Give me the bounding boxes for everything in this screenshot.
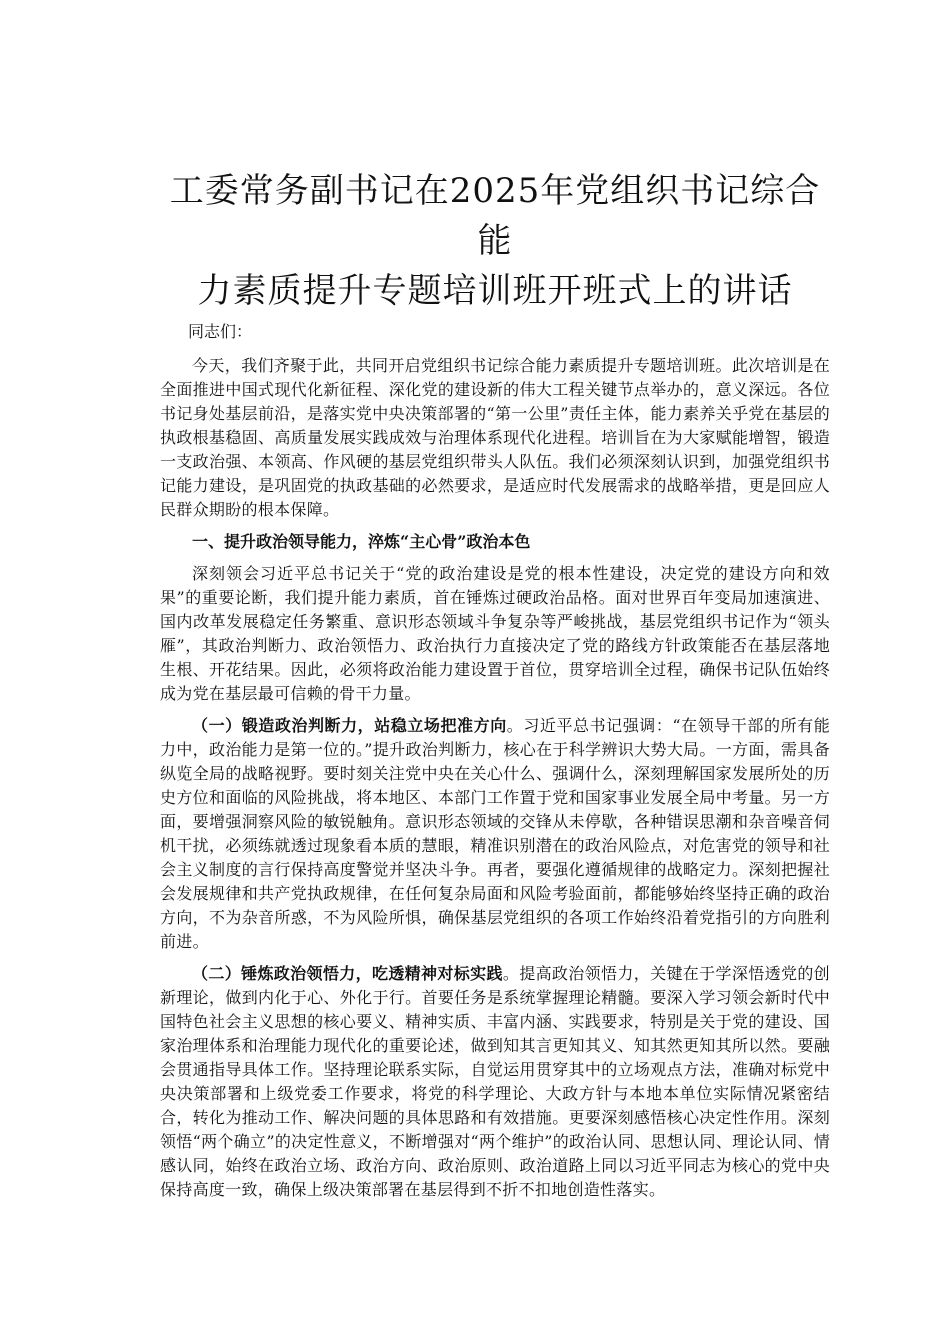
subsection-1-text: 。习近平总书记强调：“在领导干部的所有能力中，政治能力是第一位的。”提升政治判断力，核心在于科学辨识大势大局。一方面，需具备纵览全局的战略视野。要时刻关注党中央在关心什么、强调什么，深刻理解国家发展所处的历史方位和面临的风险挑战，将本地区、本部门工作置于党和国家事业发展全局中考量。另一方面，要增强洞察风险的敏锐触角。意识形态领域的交锋从未停歇，各种错误思潮和杂音噪音伺机干扰，必须练就透过现象看本质的慧眼，精准识别潜在的政治风险点，对危害党的领导和社会主义制度的言行保持高度警觉并坚决斗争。再者，要强化遵循规律的战略定力。深刻把握社会发展规律和共产党执政规律，在任何复杂局面和风险考验面前，都能够始终坚持正确的政治方向，不为杂音所惑，不为风险所惧，确保基层党组织的各项工作始终沿着党指引的方向胜利前进。 bbox=[160, 716, 831, 951]
salutation: 同志们： bbox=[188, 322, 253, 341]
section-1-heading: 一、提升政治领导能力，淬炼“主心骨”政治本色 bbox=[192, 532, 531, 551]
document-title bbox=[160, 166, 830, 316]
subsection-2-paragraph bbox=[160, 962, 830, 1202]
intro-paragraph: 今天，我们齐聚于此，共同开启党组织书记综合能力素质提升专题培训班。此次培训是在全面推进中国式现代化新征程、深化党的建设新的伟大工程关键节点举办的，意义深远。各位书记身处基层前沿，是落实党中央决策部署的“第一公里”责任主体，能力素养关乎党在基层的执政根基稳固、高质量发展实践成效与治理体系现代化进程。培训旨在为大家赋能增智，锻造一支政治强、本领高、作风硬的基层党组织带头人队伍。我们必须深刻认识到，加强党组织书记能力建设，是巩固党的执政基础的必然要求，是适应时代发展需求的战略举措，更是回应人民群众期盼的根本保障。 bbox=[160, 356, 830, 519]
subsection-2-lead: （二）锤炼政治领悟力，吃透精神对标实践 bbox=[192, 964, 503, 983]
document-page bbox=[160, 166, 830, 1210]
subsection-2-text: 。提高政治领悟力，关键在于学深悟透党的创新理论，做到内化于心、外化于行。首要任务是系统掌握理论精髓。要深入学习领会新时代中国特色社会主义思想的核心要义、精神实质、丰富内涵、实践要求，特别是关于党的建设、国家治理体系和治理能力现代化的重要论述，做到知其言更知其义、知其然更知其所以然。要融会贯通指导具体工作。坚持理论联系实际，自觉运用贯穿其中的立场观点方法，准确对标党中央决策部署和上级党委工作要求，将党的科学理论、大政方针与本地本单位实际情况紧密结合，转化为推动工作、解决问题的具体思路和有效措施。更要深刻感悟核心决定性作用。深刻领悟“两个确立”的决定性意义，不断增强对“两个维护”的政治认同、思想认同、理论认同、情感认同，始终在政治立场、政治方向、政治原则、政治道路上同以习近平同志为核心的党中央保持高度一致，确保上级决策部署在基层得到不折不扣地创造性落实。 bbox=[160, 964, 830, 1199]
title-line-2: 力素质提升专题培训班开班式上的讲话 bbox=[197, 271, 793, 311]
title-line-1: 工委常务副书记在2025年党组织书记综合能 bbox=[169, 171, 821, 261]
subsection-1-paragraph bbox=[160, 714, 830, 954]
section-1-paragraph: 深刻领会习近平总书记关于“党的政治建设是党的根本性建设，决定党的建设方向和效果”的重要论断，我们提升能力素质，首在锤炼过硬政治品格。面对世界百年变局加速演进、国内改革发展稳定任务繁重、意识形态领域斗争复杂等严峻挑战，基层党组织书记作为“领头雁”，其政治判断力、政治领悟力、政治执行力直接决定了党的路线方针政策能否在基层落地生根、开花结果。因此，必须将政治能力建设置于首位，贯穿培训全过程，确保书记队伍始终成为党在基层最可信赖的骨干力量。 bbox=[160, 564, 830, 703]
subsection-1-lead: （一）锻造政治判断力，站稳立场把准方向 bbox=[192, 716, 507, 735]
